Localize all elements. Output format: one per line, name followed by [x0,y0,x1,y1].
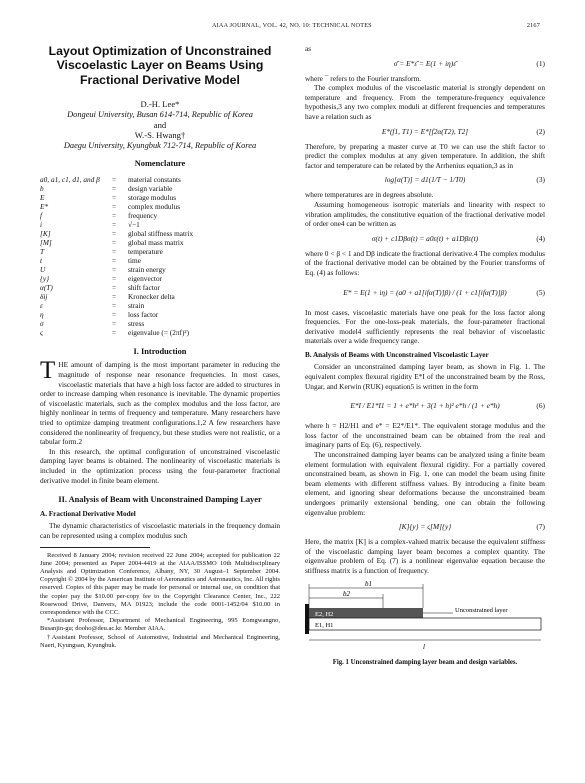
nomenclature-equals: = [112,210,117,220]
label-b2: b2 [343,589,350,598]
nomenclature-description: global stiffness matrix [128,228,194,238]
nomenclature-row [40,283,280,292]
nomenclature-symbol: η [40,309,44,319]
nomenclature-row [40,292,280,301]
nomenclature-symbol: α(T) [40,282,53,292]
nomenclature-description: global mass matrix [128,237,184,247]
label-e2h2: E2, H2 [315,610,334,618]
paper-title: Layout Optimization of Unconstrained Viscoelastic Layer on Beams Using Fractional Derivative Model [48,44,272,87]
nomenclature-description: eigenvector [128,273,163,283]
nomenclature-row [40,229,280,238]
nomenclature-symbol: t [40,255,43,265]
right-column [305,44,545,667]
affiliation-1: Dongeui University, Busan 614-714, Republic of Korea [67,109,253,119]
paragraph-complex-modulus: The complex modulus of the viscoelastic material is strongly dependent on temperature and frequency. From the temperature-frequency equivalence hypothesis,3 any two complex moduli at different frequencies and temperatures have a relation such as [305,83,545,121]
equation-4: σ(t) + c1Dβσ(t) = a0ε(t) + a1Dβε(t) (4) [371,233,545,243]
section-2-heading: II. Analysis of Beam with Unconstrained Damping Layer [58,495,262,505]
label-e1h1: E1, H1 [315,621,334,629]
paragraph-complex-matrix: Here, the matrix [K] is a complex-valued matrix because the equivalent stiffness of the viscoelastic damping layer beam becomes a complex quantity. The eigenvalue problem of Eq. (7) is a nonlinear eigenvalue equation because the stiffness matrix is a function of frequency. [305,537,545,575]
nomenclature-symbol: E* [40,201,49,211]
nomenclature-description: Kronecker delta [128,291,175,301]
nomenclature-row [40,274,280,283]
nomenclature-row [40,247,280,256]
nomenclature-row [40,301,280,310]
nomenclature-equals: = [112,264,117,274]
nomenclature-row [40,265,280,274]
nomenclature-description: stress [128,318,145,328]
paragraph-storage-loss: where h = H2/H1 and e* = E2*/E1*. The equivalent storage modulus and the loss factor of the unconstrained beam can be obtained from the real and imaginary parts of Eq. (6), respectively. [305,421,545,450]
nomenclature-equals: = [112,174,117,184]
nomenclature-equals: = [112,246,117,256]
nomenclature-description: loss factor [128,309,159,319]
nomenclature-symbol: E [40,192,45,202]
nomenclature-description: storage modulus [128,192,177,202]
footnote-rule [40,547,150,548]
intro-heading: I. Introduction [133,346,187,356]
nomenclature-row [40,175,280,184]
nomenclature-symbol: ς [40,327,43,337]
nomenclature-symbol: [K] [40,228,51,238]
nomenclature-symbol: T [40,246,45,256]
nomenclature-row [40,193,280,202]
nomenclature-equals: = [112,318,117,328]
nomenclature-description: strain [128,300,145,310]
journal-header: AIAA JOURNAL, VOL. 42, NO. 10: TECHNICAL NOTES [212,22,372,29]
nomenclature-row [40,310,280,319]
nomenclature-equals: = [112,219,117,229]
nomenclature-row [40,220,280,229]
nomenclature-equals: = [112,255,117,265]
affiliation-2: Daegu University, Kyungbuk 712-714, Republic of Korea [63,140,257,150]
nomenclature-description: material constants [128,174,181,184]
nomenclature-equals: = [112,300,117,310]
nomenclature-equals: = [112,183,117,193]
paragraph-constitutive: Assuming homogeneous isotropic materials and linearity with respect to vibration amplitudes, the constitutive equation of the fractional derivative model of order one4 can be written as [305,199,545,229]
text-temperatures: where temperatures are in degrees absolute. [305,190,434,200]
label-length: l [423,642,425,651]
nomenclature-equals: = [112,327,117,337]
subsection-b-heading: B. Analysis of Beams with Unconstrained Viscoelastic Layer [305,350,489,359]
footnote-author-1: *Assistant Professor, Department of Mechanical Engineering, 995 Eomgwangno, Busanjin-gu; dooho@deu.ac.kr. Member AIAA. [40,617,280,633]
nomenclature-row [40,328,280,337]
nomenclature-symbol: a0, a1, c1, d1, and β [40,174,100,184]
nomenclature-row [40,211,280,220]
nomenclature-symbol: δij [40,291,48,301]
label-unconstrained-layer: Unconstrained layer [455,606,508,614]
nomenclature-symbol: i [40,219,43,229]
paragraph-fractional: where 0 < β < 1 and Dβ indicate the fractional derivative.4 The complex modulus of the fractional derivative model can be obtained by the Fourier transforms of Eq. (4) as follows: [305,248,545,277]
nomenclature-equals: = [112,282,117,292]
nomenclature-row [40,319,280,328]
equation-2: E*(f1, T1) = E*[f2α(T2), T2] (2) [381,126,545,136]
paragraph-finite-element: The unconstrained damping layer beams can be analyzed using a finite beam element formulation with equivalent flexural rigidity. For a partially covered unconstrained beam, as shown in Fig. 1, one can model the beam using finite beam elements with different stiffness values. By introducing a finite beam element, and ignoring shear deformations because the unconstrained beam undergoes primarily extensional bending, one can obtain the following eigenvalue problem: [305,450,545,517]
paragraph-ruk: Consider an unconstrained damping layer beam, as shown in Fig. 1. The equivalent complex flexural rigidity E*I of the unconstrained beam by the Ross, Ungar, and Kerwin (RUK) equation5 is written in the form [305,362,545,391]
footnotes [40,552,280,650]
equation-5: E* = E(1 + iη) = (a0 + a1[ifα(T)]β) / (1 + c1[ifα(T)]β) (5) [343,287,545,297]
intro-paragraph-1: THE amount of damping is the most important parameter in reducing the magnitude of response near resonance frequencies. In most cases, viscoelastic materials that have a high loss factor are added to structures in order to increase damping when resonance is inevitable. The dynamic properties of viscoelastic materials, such as the complex modulus and the loss factor, are highly nonlinear in terms of frequency and temperature. Many researchers have tried to optimize damping treatment configurations.1,2 A few researchers have considered the nonlinearity of frequency, but these studies were not realistic, or a tabular form.2 [40,357,280,447]
nomenclature-symbol: U [40,264,46,274]
nomenclature-description: strain energy [128,264,166,274]
nomenclature-symbol: ε [40,300,43,310]
nomenclature-row [40,238,280,247]
nomenclature-description: frequency [128,210,158,220]
paragraph-loss-peak: In most cases, viscoelastic materials have one peak for the loss factor along frequencies. For the one-loss-peak materials, the four-parameter fractional derivative model4 sufficiently represents the real behavior of viscoelastic materials over a wide frequency range. [305,307,545,346]
author-and: and [153,120,167,131]
nomenclature-symbol: [M] [40,237,52,247]
equation-6: E*I / E1*I1 = 1 + e*h³ + 3(1 + h)² e*h / (1 + e*h) (6) [350,401,545,411]
nomenclature-equals: = [112,201,117,211]
nomenclature-description: time [128,255,141,265]
left-column [40,44,280,650]
footnote-author-2: †Assistant Professor, School of Automotive, Industrial and Mechanical Engineering, Naeri, Kyungsan, Kyungbuk. [40,633,280,649]
paragraph-master-curve: Therefore, by preparing a master curve at T0 we can use the shift factor to predict the complex modulus at any given temperature. In addition, the shift factor and temperature can be related by the Arrhenius equation,3 as in [305,141,545,170]
drop-cap: T [40,357,56,385]
page-number: 2167 [526,22,540,29]
nomenclature-equals: = [112,192,117,202]
nomenclature-equals: = [112,228,117,238]
nomenclature-row [40,202,280,211]
nomenclature-heading: Nomenclature [134,159,186,169]
nomenclature-table [40,175,280,337]
nomenclature-symbol: σ [40,318,44,328]
nomenclature-description: design variable [128,183,173,193]
nomenclature-description: temperature [128,246,163,256]
nomenclature-equals: = [112,237,117,247]
nomenclature-equals: = [112,273,117,283]
beam-diagram [305,580,545,652]
nomenclature-description: complex modulus [128,201,181,211]
author-1: D.-H. Lee* [140,99,180,110]
equation-3: log[α(T)] = d1(1/T − 1/T0) (3) [384,175,545,185]
nomenclature-row [40,256,280,265]
nomenclature-symbol: {y} [40,273,50,283]
clamped-support [305,604,309,634]
figure-1 [305,579,545,667]
section-2-paragraph-1: The dynamic characteristics of viscoelastic materials in the frequency domain can be represented using a complex modulus such [40,521,280,540]
nomenclature-symbol: b [40,183,44,193]
footnote-received: Received 8 January 2004; revision received 22 June 2004; accepted for publication 22 June 2004; presented as Paper 2004-4419 at the AIAA/ISSMO 10th Multidisciplinary Analysis and Optimization Conference, Albany, NY, 30 August–1 September 2004. Copyright © 2004 by the American Institute of Aeronautics and Astronautics, Inc. All rights reserved. Copies of this paper may be made for personal or internal use, on condition that the copier pay the $10.00 per-copy fee to the Copyright Clearance Center, Inc., 222 Rosewood Drive, Danvers, MA 01923; include the code 0001-1452/04 $10.00 in correspondence with the CCC. [40,551,280,616]
nomenclature-symbol: f [40,210,43,220]
equation-7: [K]{y} = ς[M]{y} (7) [398,522,545,532]
figure-caption: Fig. 1 Unconstrained damping layer beam and design variables. [332,659,518,667]
nomenclature-description: eigenvalue (= (2πf)²) [128,327,190,337]
nomenclature-description: √−1 [128,219,140,229]
base-beam [309,618,541,630]
text-as: as [305,44,312,53]
text-fourier: where ¯ refers to the Fourier transform. [305,73,422,83]
author-2: W.-S. Hwang† [134,130,186,141]
equation-1: σ̄ = E*ε̄ = E(1 + iη)ε̄ (1) [393,58,545,68]
intro-paragraph-2: In this research, the optimal configuration of unconstrained viscoelastic damping layer beams is obtained. The nonlinearity of viscoelastic materials is included in the optimization process using the four-parameter fractional derivative model in finite beam element. [40,446,280,485]
nomenclature-description: shift factor [128,282,160,292]
nomenclature-equals: = [112,291,117,301]
label-b1: b1 [365,579,372,588]
subsection-a-heading: A. Fractional Derivative Model [40,509,136,518]
nomenclature-row [40,184,280,193]
nomenclature-equals: = [112,309,117,319]
